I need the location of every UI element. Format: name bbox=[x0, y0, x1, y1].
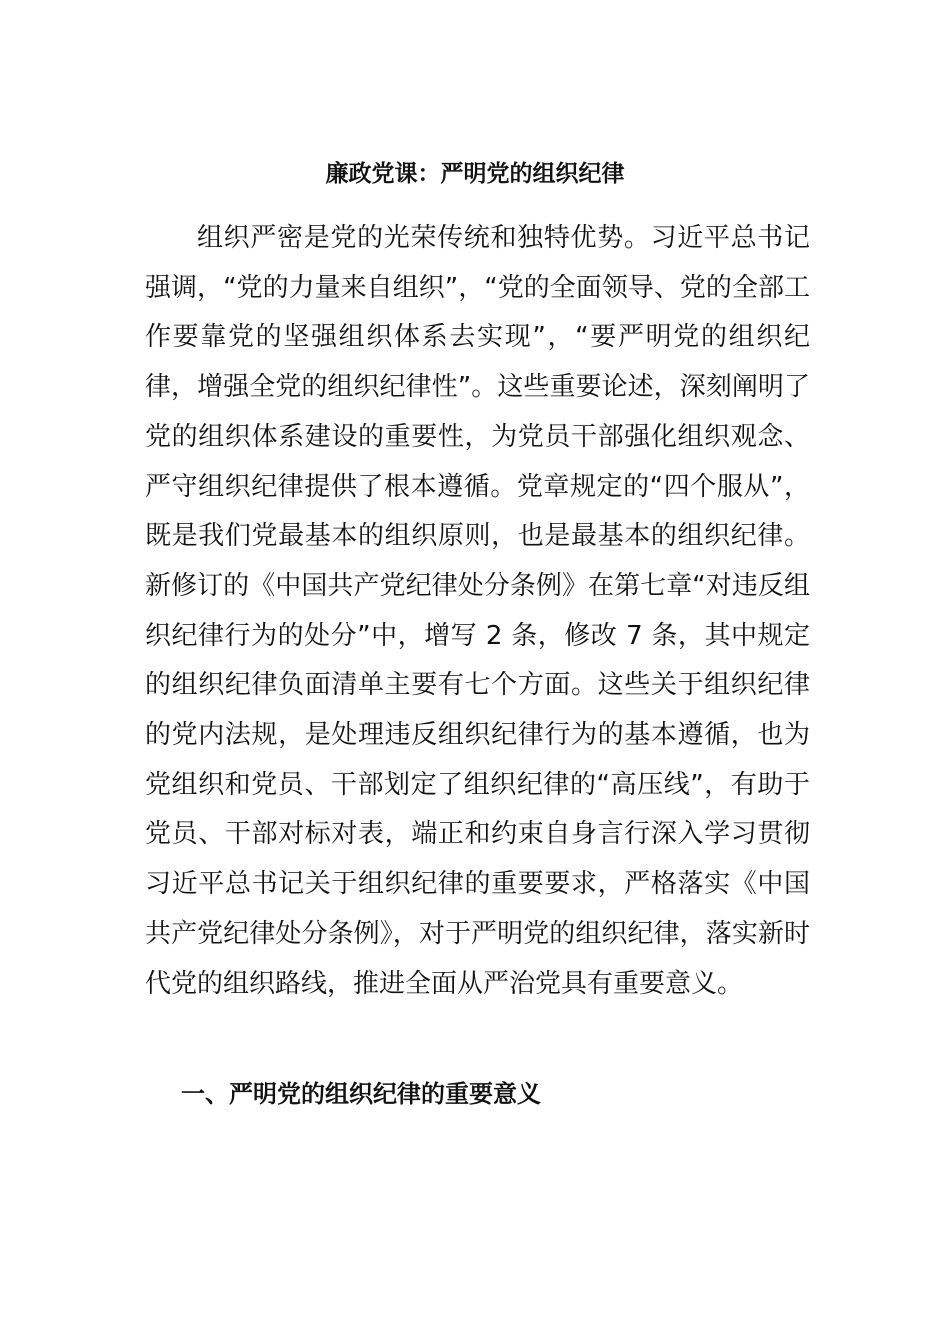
section-heading: 一、严明党的组织纪律的重要意义 bbox=[181, 1080, 541, 1108]
document-title: 廉政党课：严明党的组织纪律 bbox=[325, 161, 625, 187]
body-paragraph: 组织严密是党的光荣传统和独特优势。习近平总书记强调，“党的力量来自组织”，“党的全面领导、党的全部工作要靠党的坚强组织体系去实现”，“要严明党的组织纪律，增强全党的组织纪律性”。这些重要论述，深刻阐明了党的组织体系建设的重要性，为党员干部强化组织观念、严守组织纪律提供了根本遵循。党章规定的“四个服从”，既是我们党最基本的组织原则，也是最基本的组织纪律。新修订的《中国共产党纪律处分条例》在第七章“对违反组织纪律行为的处分”中，增写 2 条，修改 7 条，其中规定的组织纪律负面清单主要有七个方面。这些关于组织纪律的党内法规，是处理违反组织纪律行为的基本遵循，也为党组织和党员、干部划定了组织纪律的“高压线”，有助于党员、干部对标对表，端正和约束自身言行深入学习贯彻习近平总书记关于组织纪律的重要要求，严格落实《中国共产党纪律处分条例》，对于严明党的组织纪律，落实新时代党的组织路线，推进全面从严治党具有重要意义。 bbox=[145, 223, 810, 999]
